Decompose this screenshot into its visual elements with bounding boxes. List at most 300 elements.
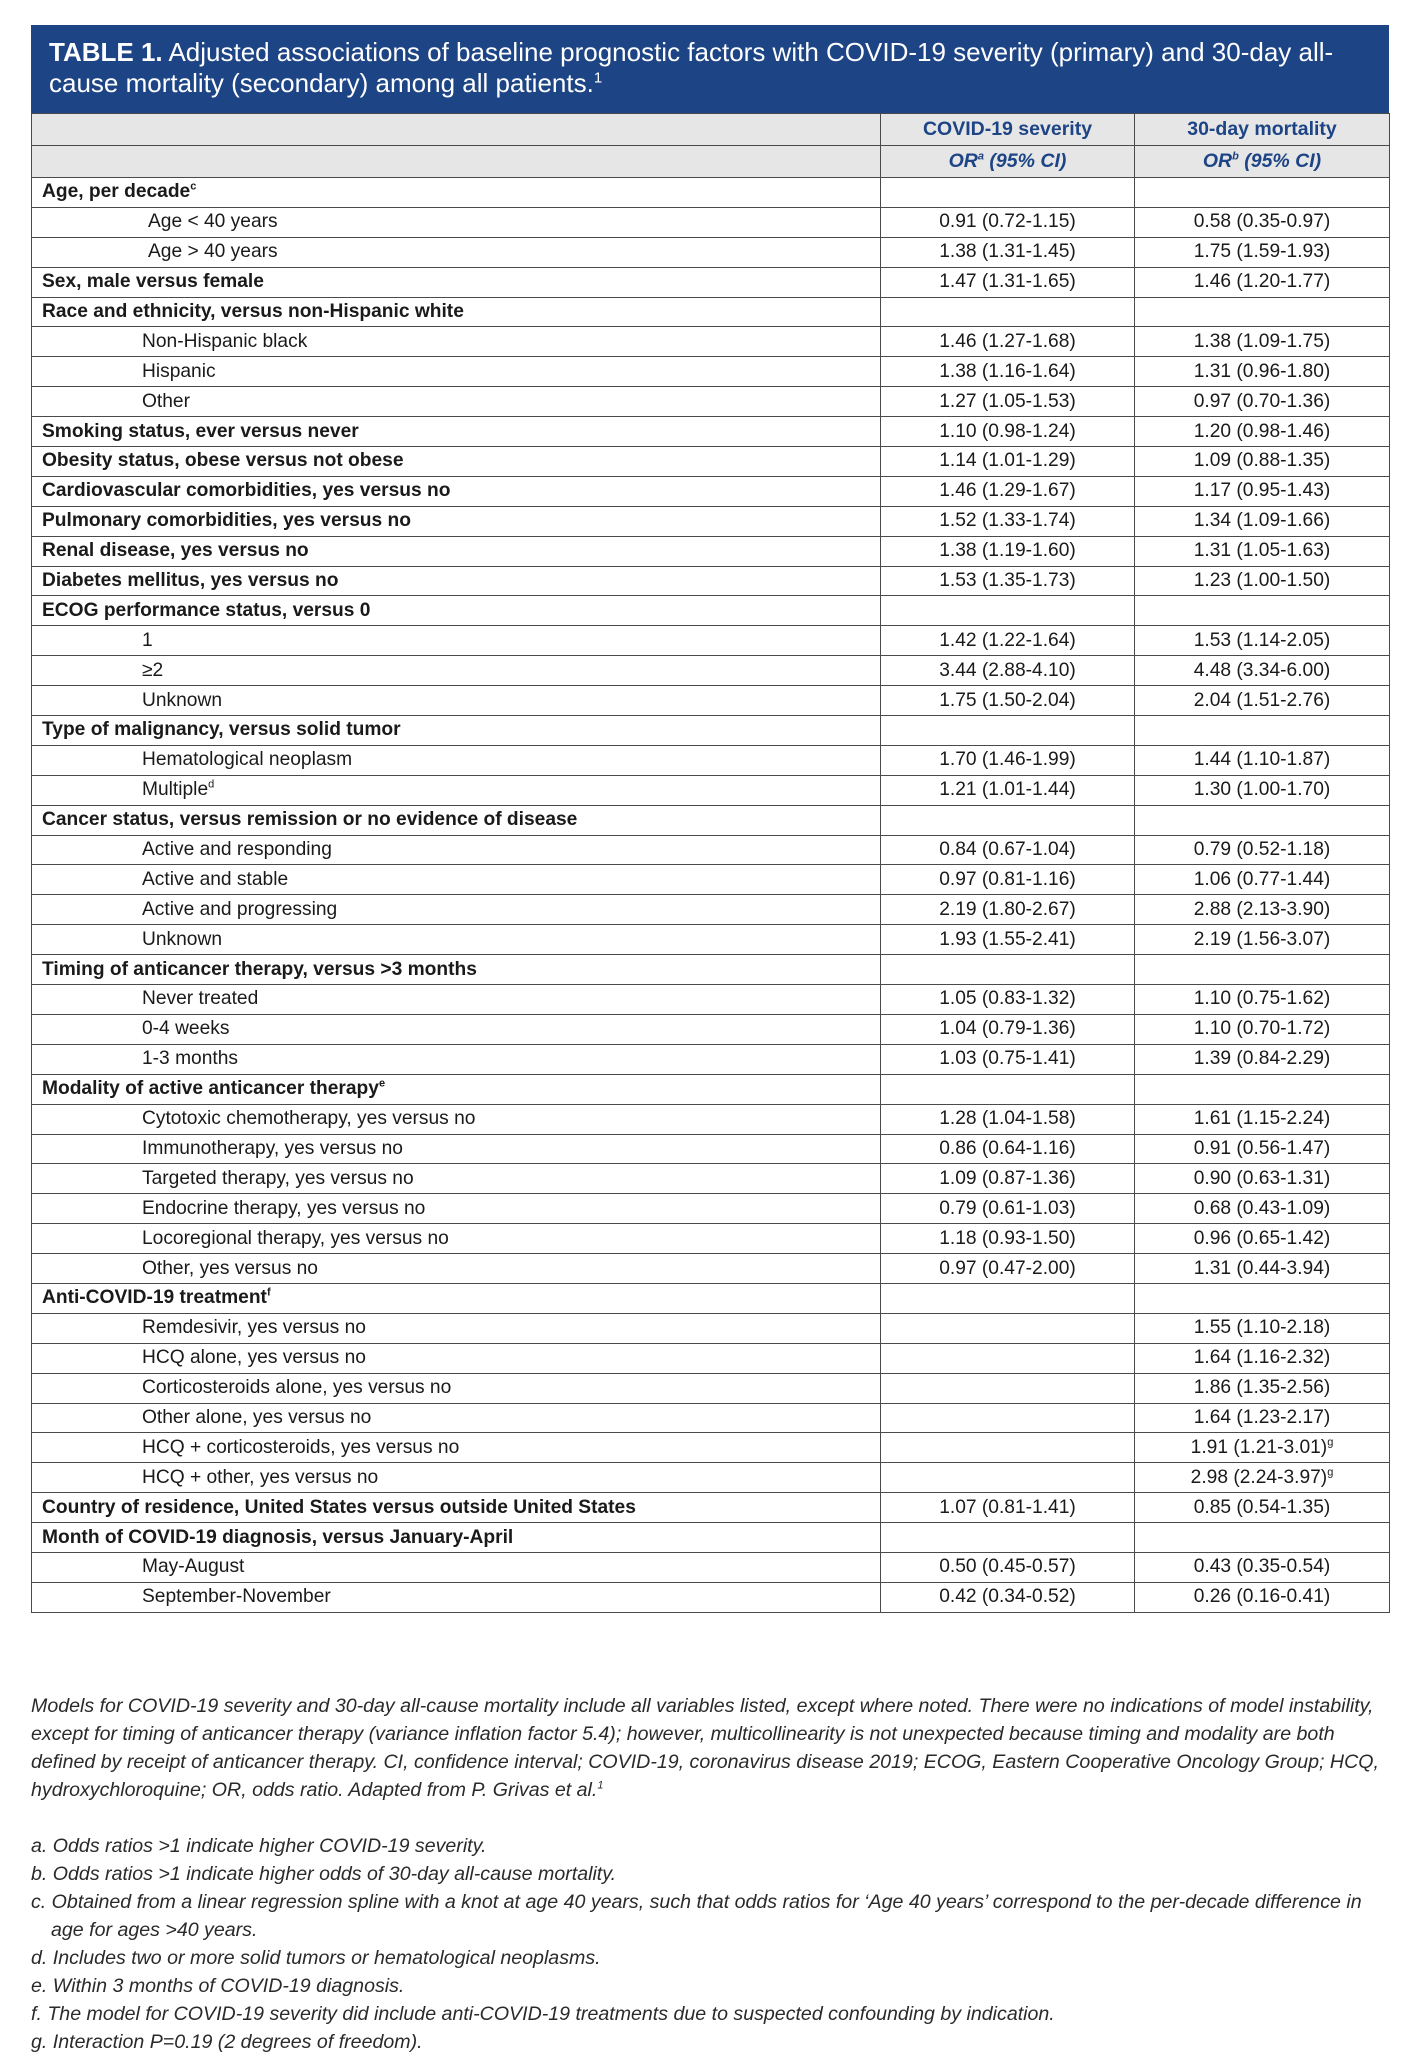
mortality-value [1135, 506, 1390, 536]
mortality-value-text: 1.31 (0.96-1.80) [1193, 360, 1331, 382]
mortality-value-text: 1.31 (1.05-1.63) [1193, 540, 1331, 562]
results-table [31, 113, 1390, 1613]
row-label-sup: f [266, 1287, 271, 1299]
table-row [32, 297, 1390, 327]
mortality-value [1135, 835, 1390, 865]
mortality-value [1135, 1343, 1390, 1373]
mortality-value [1135, 1523, 1390, 1553]
mortality-value [1135, 1074, 1390, 1104]
row-label [32, 1194, 881, 1224]
table-title-label: TABLE 1. [49, 37, 163, 67]
row-label [32, 1493, 881, 1523]
mortality-value-text: 4.48 (3.34-6.00) [1193, 659, 1331, 681]
mortality-value-sup: g [1327, 1466, 1334, 1479]
row-label-text: 1-3 months [142, 1048, 238, 1070]
subheader-or-severity [881, 146, 1135, 178]
table-row [32, 1074, 1390, 1104]
header-blank-cell [32, 114, 881, 146]
row-label-text: Diabetes mellitus, yes versus no [42, 570, 339, 592]
mortality-value-text: 2.19 (1.56-3.07) [1193, 928, 1331, 950]
table-row [32, 1254, 1390, 1284]
mortality-value [1135, 716, 1390, 746]
row-label [32, 357, 881, 387]
mortality-value [1135, 985, 1390, 1015]
row-label-text: Hematological neoplasm [142, 749, 353, 771]
severity-value [881, 955, 1135, 985]
severity-value: 1.21 (1.01-1.44) [881, 775, 1135, 805]
row-label [32, 805, 881, 835]
row-label [32, 686, 881, 716]
row-label [32, 596, 881, 626]
mortality-value [1135, 536, 1390, 566]
row-label [32, 1373, 881, 1403]
footnote: d. Includes two or more solid tumors or hematological neoplasms. [31, 1947, 601, 1969]
row-label-text: Remdesivir, yes versus no [142, 1317, 366, 1339]
row-label [32, 1164, 881, 1194]
row-label [32, 237, 881, 267]
row-label-text: Locoregional therapy, yes versus no [142, 1227, 449, 1249]
mortality-value [1135, 865, 1390, 895]
row-label-text: ECOG performance status, versus 0 [42, 599, 371, 621]
mortality-value-text: 2.98 (2.24-3.97) [1190, 1466, 1328, 1488]
mortality-value-text: 1.39 (0.84-2.29) [1193, 1048, 1331, 1070]
mortality-value [1135, 596, 1390, 626]
row-label [32, 476, 881, 506]
mortality-value [1135, 476, 1390, 506]
mortality-value [1135, 207, 1390, 237]
row-label [32, 895, 881, 925]
severity-value: 1.05 (0.83-1.32) [881, 985, 1135, 1015]
mortality-value [1135, 745, 1390, 775]
severity-value: 0.86 (0.64-1.16) [881, 1134, 1135, 1164]
mortality-value [1135, 297, 1390, 327]
row-label-text: Cardiovascular comorbidities, yes versus no [42, 480, 451, 502]
row-label [32, 716, 881, 746]
mortality-value [1135, 417, 1390, 447]
row-label-text: Country of residence, United States versus outside United States [42, 1496, 636, 1518]
table-row [32, 357, 1390, 387]
subheader-row [32, 146, 1390, 178]
row-label-text: Cytotoxic chemotherapy, yes versus no [142, 1108, 476, 1130]
mortality-value-text: 0.58 (0.35-0.97) [1193, 211, 1331, 233]
row-label [32, 775, 881, 805]
mortality-value [1135, 805, 1390, 835]
row-label-sup: d [208, 778, 215, 791]
mortality-value-text: 1.10 (0.75-1.62) [1193, 988, 1331, 1010]
row-label-text: 1 [142, 629, 153, 651]
mortality-value-text: 2.04 (1.51-2.76) [1193, 689, 1331, 711]
mortality-value-text: 1.09 (0.88-1.35) [1193, 450, 1331, 472]
severity-value: 1.28 (1.04-1.58) [881, 1104, 1135, 1134]
mortality-value-text: 1.75 (1.59-1.93) [1193, 241, 1331, 263]
row-label [32, 1343, 881, 1373]
row-label [32, 865, 881, 895]
footnote: b. Odds ratios >1 indicate higher odds of 30-day all-cause mortality. [31, 1863, 617, 1885]
table-row [32, 716, 1390, 746]
severity-value: 1.27 (1.05-1.53) [881, 387, 1135, 417]
severity-value [881, 1463, 1135, 1493]
table-notes [31, 1692, 1393, 2056]
table-row [32, 1134, 1390, 1164]
severity-value: 0.97 (0.81-1.16) [881, 865, 1135, 895]
row-label-text: September-November [142, 1586, 331, 1608]
row-label-text: Month of COVID-19 diagnosis, versus January-April [42, 1526, 514, 1548]
row-label-text: Other alone, yes versus no [142, 1406, 372, 1428]
notes-paragraph-ref: 1 [597, 1779, 604, 1792]
table-row [32, 686, 1390, 716]
table-row [32, 835, 1390, 865]
mortality-value-text: 1.06 (0.77-1.44) [1193, 868, 1331, 890]
row-label [32, 1463, 881, 1493]
table-row [32, 1194, 1390, 1224]
mortality-value [1135, 656, 1390, 686]
table-row [32, 1343, 1390, 1373]
or-sup: a [977, 150, 984, 163]
severity-value [881, 1373, 1135, 1403]
mortality-value [1135, 1104, 1390, 1134]
mortality-value [1135, 1164, 1390, 1194]
mortality-value-text: 1.55 (1.10-2.18) [1193, 1317, 1331, 1339]
table-row [32, 1164, 1390, 1194]
severity-value: 1.53 (1.35-1.73) [881, 566, 1135, 596]
table-row [32, 895, 1390, 925]
row-label-text: Other, yes versus no [142, 1257, 318, 1279]
table-title-ref: 1 [593, 69, 603, 87]
row-label-text: HCQ alone, yes versus no [142, 1347, 366, 1369]
mortality-value [1135, 1433, 1390, 1463]
severity-value: 1.09 (0.87-1.36) [881, 1164, 1135, 1194]
table-row [32, 237, 1390, 267]
mortality-value-text: 0.90 (0.63-1.31) [1193, 1167, 1331, 1189]
mortality-value-text: 0.43 (0.35-0.54) [1193, 1556, 1331, 1578]
severity-value [881, 1343, 1135, 1373]
footnote: e. Within 3 months of COVID-19 diagnosis. [31, 1975, 405, 1997]
table-row [32, 387, 1390, 417]
row-label-text: ≥2 [142, 659, 164, 681]
table-row [32, 865, 1390, 895]
row-label-text: Modality of active anticancer therapy [42, 1078, 379, 1100]
mortality-value [1135, 1373, 1390, 1403]
table-title-text: Adjusted associations of baseline prognostic factors with COVID-19 severity (primary) and 30-day all-cause mortality (secondary) among all patients. [49, 37, 1334, 98]
row-label [32, 566, 881, 596]
row-label-text: Race and ethnicity, versus non-Hispanic white [42, 301, 464, 322]
row-label [32, 178, 881, 208]
mortality-value-text: 1.38 (1.09-1.75) [1193, 330, 1331, 352]
table-row [32, 925, 1390, 955]
mortality-value-text: 1.86 (1.35-2.56) [1193, 1377, 1331, 1399]
table-row [32, 1403, 1390, 1433]
row-label-text: Type of malignancy, versus solid tumor [42, 719, 401, 741]
table-row [32, 1433, 1390, 1463]
severity-value [881, 1433, 1135, 1463]
mortality-value-text: 1.10 (0.70-1.72) [1193, 1018, 1331, 1040]
row-label-text: Corticosteroids alone, yes versus no [142, 1377, 452, 1399]
row-label-text: Cancer status, versus remission or no evidence of disease [42, 809, 578, 831]
mortality-value-text: 1.53 (1.14-2.05) [1193, 629, 1331, 651]
row-label [32, 925, 881, 955]
table-row [32, 178, 1390, 208]
row-label-text: Non-Hispanic black [142, 330, 308, 352]
table-container [31, 25, 1389, 1613]
severity-value [881, 716, 1135, 746]
table-row [32, 955, 1390, 985]
mortality-value [1135, 955, 1390, 985]
table-row [32, 536, 1390, 566]
table-row [32, 506, 1390, 536]
mortality-value [1135, 895, 1390, 925]
notes-paragraph [31, 1692, 1393, 1804]
mortality-value-text: 0.91 (0.56-1.47) [1193, 1137, 1331, 1159]
row-label [32, 447, 881, 477]
severity-value: 1.70 (1.46-1.99) [881, 745, 1135, 775]
severity-value: 1.07 (0.81-1.41) [881, 1493, 1135, 1523]
mortality-value-text: 0.85 (0.54-1.35) [1193, 1496, 1331, 1518]
row-label [32, 1044, 881, 1074]
severity-value: 0.97 (0.47-2.00) [881, 1254, 1135, 1284]
table-row [32, 1014, 1390, 1044]
severity-value: 1.38 (1.19-1.60) [881, 536, 1135, 566]
table-row [32, 417, 1390, 447]
table-row [32, 327, 1390, 357]
mortality-value-text: 1.23 (1.00-1.50) [1193, 570, 1331, 592]
mortality-value [1135, 566, 1390, 596]
table-row [32, 1313, 1390, 1343]
mortality-value [1135, 178, 1390, 208]
mortality-value [1135, 447, 1390, 477]
mortality-value-text: 0.26 (0.16-0.41) [1193, 1586, 1331, 1608]
row-label [32, 1313, 881, 1343]
row-label [32, 1254, 881, 1284]
severity-value: 1.10 (0.98-1.24) [881, 417, 1135, 447]
mortality-value [1135, 1194, 1390, 1224]
mortality-value [1135, 327, 1390, 357]
mortality-value [1135, 237, 1390, 267]
row-label [32, 1283, 881, 1313]
mortality-value-text: 0.68 (0.43-1.09) [1193, 1197, 1331, 1219]
table-row [32, 985, 1390, 1015]
severity-value [881, 1283, 1135, 1313]
severity-value: 1.75 (1.50-2.04) [881, 686, 1135, 716]
severity-value: 1.18 (0.93-1.50) [881, 1224, 1135, 1254]
table-row [32, 1463, 1390, 1493]
severity-value [881, 1313, 1135, 1343]
ci-label: (95% CI) [984, 150, 1067, 172]
table-row [32, 476, 1390, 506]
severity-value: 1.04 (0.79-1.36) [881, 1014, 1135, 1044]
row-label-text: Anti-COVID-19 treatment [42, 1287, 267, 1309]
mortality-value [1135, 1582, 1390, 1612]
subheader-or-mortality [1135, 146, 1390, 178]
row-label-text: HCQ + corticosteroids, yes versus no [142, 1436, 460, 1458]
severity-value: 1.42 (1.22-1.64) [881, 626, 1135, 656]
mortality-value [1135, 925, 1390, 955]
row-label-text: Age > 40 years [148, 241, 278, 263]
severity-value: 0.42 (0.34-0.52) [881, 1582, 1135, 1612]
mortality-value [1135, 1403, 1390, 1433]
severity-value: 1.46 (1.29-1.67) [881, 476, 1135, 506]
severity-value: 0.84 (0.67-1.04) [881, 835, 1135, 865]
row-label-text: Active and stable [142, 868, 289, 890]
mortality-value-text: 1.20 (0.98-1.46) [1193, 420, 1331, 442]
row-label [32, 506, 881, 536]
row-label [32, 207, 881, 237]
row-label-text: Other [142, 390, 190, 412]
mortality-value-text: 1.46 (1.20-1.77) [1193, 271, 1331, 293]
mortality-value [1135, 1134, 1390, 1164]
row-label-text: Smoking status, ever versus never [42, 420, 359, 442]
table-row [32, 1044, 1390, 1074]
table-row [32, 1224, 1390, 1254]
row-label-text: Hispanic [142, 360, 216, 382]
or-label: OR [948, 150, 978, 172]
row-label-text: Age < 40 years [148, 211, 278, 233]
row-label [32, 1403, 881, 1433]
severity-value: 1.47 (1.31-1.65) [881, 267, 1135, 297]
table-row [32, 207, 1390, 237]
mortality-value-text: 0.79 (0.52-1.18) [1193, 839, 1331, 861]
ci-label: (95% CI) [1238, 150, 1322, 172]
row-label-text: Sex, male versus female [42, 271, 264, 293]
row-label-text: Renal disease, yes versus no [42, 540, 309, 562]
severity-value [881, 1403, 1135, 1433]
header-row [32, 114, 1390, 146]
row-label-sup: e [378, 1077, 386, 1090]
row-label [32, 1582, 881, 1612]
row-label [32, 327, 881, 357]
row-label-text: Active and responding [142, 839, 332, 861]
notes-paragraph-text: Models for COVID-19 severity and 30-day all-cause mortality include all variables listed, except where noted. There were no indications of model instability, except for timing of anticancer therapy (variance inflation factor 5.4); however, multicollinearity is not unexpected because timing and modality are both defined by receipt of anticancer therapy. CI, confidence interval; COVID-19, coronavirus disease 2019; ECOG, Eastern Cooperative Oncology Group; HCQ, hydroxychloroquine; OR, odds ratio. Adapted from P. Grivas et al. [31, 1695, 1379, 1801]
severity-value: 1.93 (1.55-2.41) [881, 925, 1135, 955]
severity-value: 1.14 (1.01-1.29) [881, 447, 1135, 477]
or-sup: b [1232, 150, 1239, 163]
mortality-value-text: 1.17 (0.95-1.43) [1193, 480, 1331, 502]
table-row [32, 447, 1390, 477]
row-label [32, 835, 881, 865]
severity-value: 1.38 (1.16-1.64) [881, 357, 1135, 387]
table-row [32, 745, 1390, 775]
table-row [32, 626, 1390, 656]
severity-value: 0.50 (0.45-0.57) [881, 1552, 1135, 1582]
mortality-value [1135, 357, 1390, 387]
row-label [32, 387, 881, 417]
row-label-text: Age, per decade [42, 181, 191, 203]
row-label [32, 745, 881, 775]
severity-value [881, 178, 1135, 208]
row-label-text: Endocrine therapy, yes versus no [142, 1197, 426, 1219]
severity-value [881, 596, 1135, 626]
mortality-value [1135, 775, 1390, 805]
mortality-value-text: 0.96 (0.65-1.42) [1193, 1227, 1331, 1249]
table-row [32, 1104, 1390, 1134]
subheader-blank-cell [32, 146, 881, 178]
mortality-value [1135, 626, 1390, 656]
row-label [32, 1104, 881, 1134]
severity-value: 0.79 (0.61-1.03) [881, 1194, 1135, 1224]
row-label-text: Unknown [142, 689, 222, 711]
mortality-value-text: 1.31 (0.44-3.94) [1193, 1257, 1331, 1279]
mortality-value-text: 1.34 (1.09-1.66) [1193, 510, 1331, 532]
header-30-day-mortality: 30-day mortality [1135, 114, 1390, 146]
table-row [32, 1582, 1390, 1612]
mortality-value-text: 1.64 (1.23-2.17) [1193, 1406, 1331, 1428]
row-label-text: 0-4 weeks [142, 1018, 230, 1040]
table-row [32, 596, 1390, 626]
row-label [32, 267, 881, 297]
table-row [32, 805, 1390, 835]
row-label-text: Pulmonary comorbidities, yes versus no [42, 510, 411, 532]
row-label [32, 1523, 881, 1553]
table-row [32, 775, 1390, 805]
footnote: f. The model for COVID-19 severity did include anti-COVID-19 treatments due to suspected confounding by indication. [31, 2003, 1055, 2025]
footnote: c. Obtained from a linear regression spline with a knot at age 40 years, such that odds ratios for ‘Age 40 years’ correspond to the per-decade difference in age for ages >40 years. [31, 1891, 1362, 1941]
or-label: OR [1202, 150, 1233, 172]
severity-value [881, 1074, 1135, 1104]
row-label-sup: c [190, 181, 197, 194]
severity-value [881, 805, 1135, 835]
footnote-list [31, 1832, 1393, 2056]
severity-value: 1.03 (0.75-1.41) [881, 1044, 1135, 1074]
table-row [32, 267, 1390, 297]
mortality-value [1135, 1014, 1390, 1044]
mortality-value-text: 1.44 (1.10-1.87) [1193, 749, 1331, 771]
row-label-text: HCQ + other, yes versus no [142, 1466, 379, 1488]
row-label-text: Targeted therapy, yes versus no [142, 1167, 414, 1189]
mortality-value-text: 2.88 (2.13-3.90) [1193, 898, 1331, 920]
row-label [32, 1074, 881, 1104]
mortality-value [1135, 1493, 1390, 1523]
row-label-text: Unknown [142, 928, 222, 950]
severity-value: 2.19 (1.80-2.67) [881, 895, 1135, 925]
table-row [32, 1373, 1390, 1403]
table-row [32, 656, 1390, 686]
row-label [32, 955, 881, 985]
footnote: g. Interaction P=0.19 (2 degrees of freedom). [31, 2031, 423, 2053]
row-label [32, 536, 881, 566]
row-label-text: Immunotherapy, yes versus no [142, 1137, 403, 1159]
mortality-value [1135, 1463, 1390, 1493]
row-label [32, 1134, 881, 1164]
table-title [31, 25, 1389, 113]
severity-value: 0.91 (0.72-1.15) [881, 207, 1135, 237]
severity-value: 3.44 (2.88-4.10) [881, 656, 1135, 686]
row-label-text: May-August [142, 1556, 245, 1578]
row-label-text: Multiple [142, 779, 209, 801]
mortality-value-text: 1.91 (1.21-3.01) [1190, 1436, 1328, 1458]
mortality-value [1135, 267, 1390, 297]
footnote: a. Odds ratios >1 indicate higher COVID-19 severity. [31, 1835, 487, 1857]
severity-value: 1.38 (1.31-1.45) [881, 237, 1135, 267]
table-row [32, 1552, 1390, 1582]
row-label-text: Obesity status, obese versus not obese [42, 450, 404, 472]
row-label-text: Active and progressing [142, 898, 338, 920]
severity-value [881, 1523, 1135, 1553]
severity-value [881, 297, 1135, 327]
mortality-value [1135, 1044, 1390, 1074]
row-label [32, 1433, 881, 1463]
severity-value: 1.52 (1.33-1.74) [881, 506, 1135, 536]
row-label [32, 1224, 881, 1254]
mortality-value [1135, 686, 1390, 716]
table-row [32, 566, 1390, 596]
mortality-value [1135, 1552, 1390, 1582]
row-label [32, 1014, 881, 1044]
row-label-text: Never treated [142, 988, 259, 1010]
mortality-value [1135, 1254, 1390, 1284]
mortality-value [1135, 1313, 1390, 1343]
mortality-value-text: 0.97 (0.70-1.36) [1193, 390, 1331, 412]
row-label [32, 297, 881, 327]
mortality-value [1135, 387, 1390, 417]
